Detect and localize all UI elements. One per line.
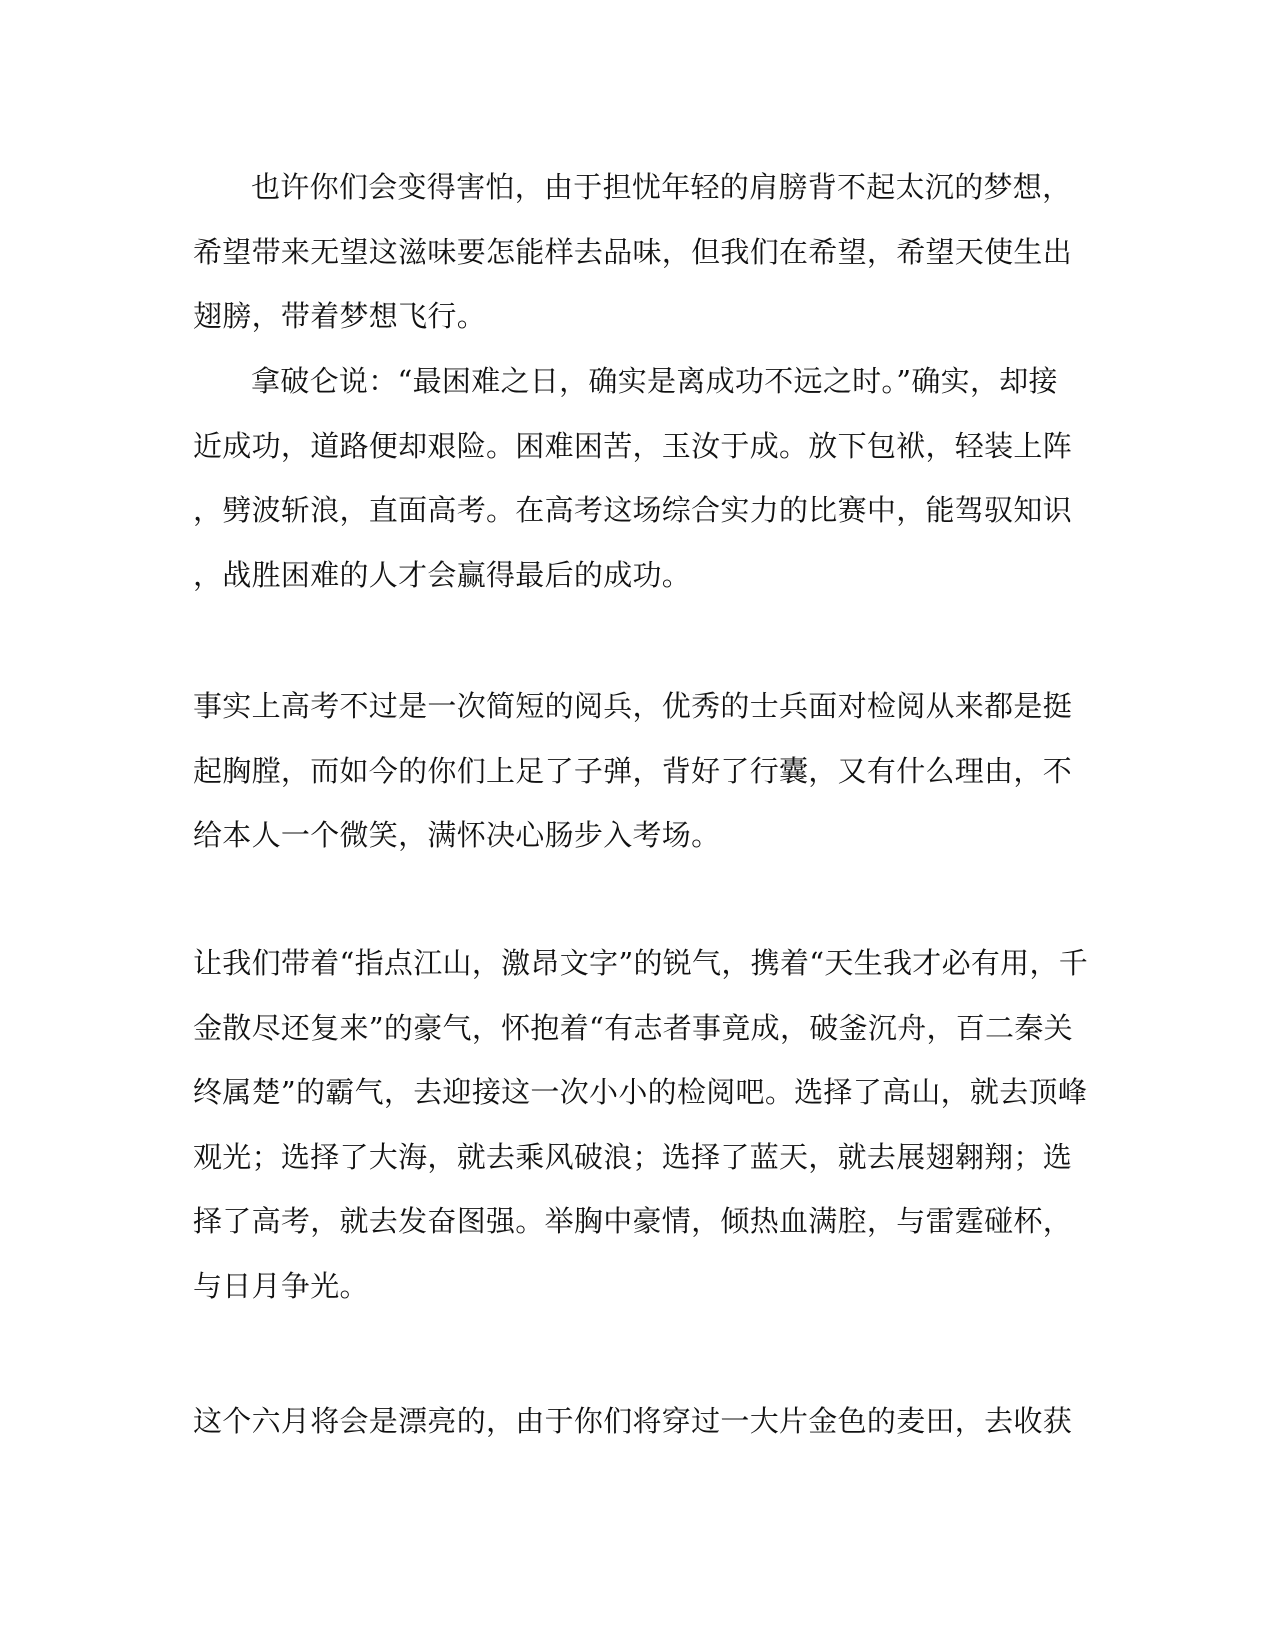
paragraph-3-line-2: 起胸膛，而如今的你们上足了子弹，背好了行囊，又有什么理由，不 [193,753,1073,788]
paragraph-1 [193,155,1083,349]
paragraph-2 [193,349,1083,607]
paragraph-2-line-2: 近成功，道路便却艰险。困难困苦，玉汝于成。放下包袱，轻装上阵 [193,428,1073,463]
paragraph-2-line-1: 拿破仑说：“最困难之日，确实是离成功不远之时。”确实，却接 [251,364,1058,398]
paragraph-4 [193,931,1089,1318]
paragraph-4-line-6: 与日月争光。 [193,1268,369,1303]
paragraph-5 [193,1389,1083,1454]
paragraph-4-line-5: 择了高考，就去发奋图强。举胸中豪情，倾热血满腔，与雷霆碰杯， [193,1204,1073,1238]
paragraph-4-line-3: 终属楚”的霸气，去迎接这一次小小的检阅吧。选择了高山，就去顶峰 [193,1075,1088,1109]
paragraph-1-line-1: 也许你们会变得害怕，由于担忧年轻的肩膀背不起太沉的梦想， [251,170,1072,204]
paragraph-4-line-1: 让我们带着“指点江山，激昂文字”的锐气，携着“天生我才必有用，千 [193,946,1089,980]
paragraph-2-line-3: ，劈波斩浪，直面高考。在高考这场综合实力的比赛中，能驾驭知识 [193,493,1073,527]
paragraph-2-line-4: ，战胜困难的人才会赢得最后的成功。 [193,557,692,592]
paragraph-1-line-2: 希望带来无望这滋味要怎能样去品味，但我们在希望，希望天使生出 [193,234,1073,269]
paragraph-3 [193,674,1083,868]
paragraph-3-line-1: 事实上高考不过是一次简短的阅兵，优秀的士兵面对检阅从来都是挺 [193,689,1073,723]
paragraph-4-line-2: 金散尽还复来”的豪气，怀抱着“有志者事竟成，破釜沉舟，百二秦关 [193,1010,1073,1045]
paragraph-3-line-3: 给本人一个微笑，满怀决心肠步入考场。 [193,818,721,852]
paragraph-4-line-4: 观光；选择了大海，就去乘风破浪；选择了蓝天，就去展翅翱翔；选 [193,1139,1073,1174]
paragraph-1-line-3: 翅膀，带着梦想飞行。 [193,299,487,333]
paragraph-5-line-1: 这个六月将会是漂亮的，由于你们将穿过一大片金色的麦田，去收获 [193,1404,1073,1438]
